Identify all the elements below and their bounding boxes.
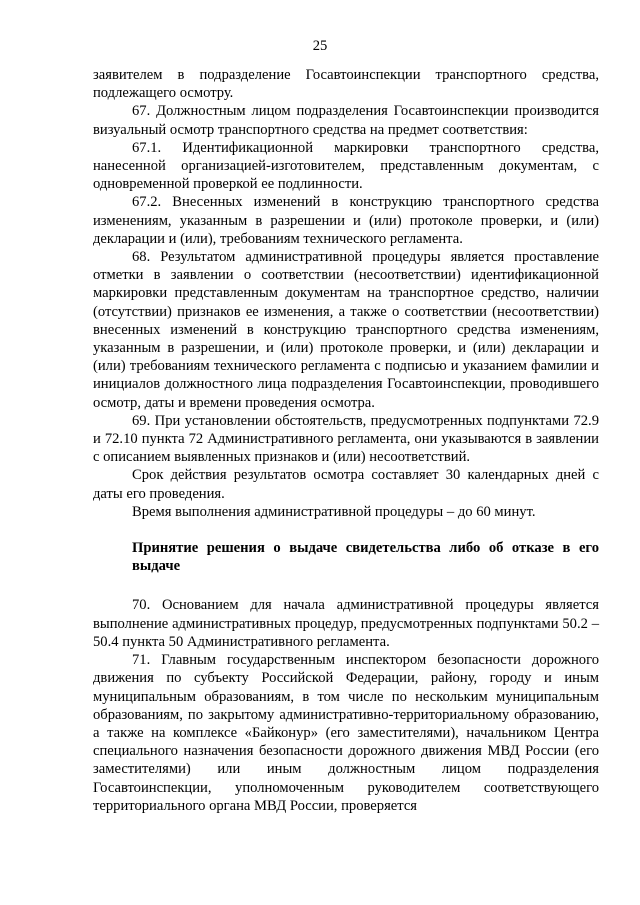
paragraph-inspection-term: Срок действия результатов осмотра составляет 30 календарных дней с даты его проведения. (93, 467, 599, 502)
section-heading-block (93, 539, 599, 575)
page-number: 25 (312, 38, 328, 54)
paragraph-68: 68. Результатом административной процедуры является проставление отметки в заявлении о соответствии (несоответствии) идентификационной маркировки представленным документам на транспортное средство, наличии (отсутствии) признаков ее изменения, а также о соответствии (несоответствии) внесенных изменений в конструкцию транспортного средства изменениям, указанным в разрешении, и (или) протоколе проверки, и (или) декларации и (или) требованиям технического регламента с подписью и указанием фамилии и инициалов должностного лица подразделения Госавтоинспекции, проводившего осмотр, даты и времени проведения осмотра. (93, 249, 599, 411)
paragraph-procedure-time: Время выполнения административной процедуры – до 60 минут. (132, 503, 536, 520)
paragraph-67-1: 67.1. Идентификационной маркировки транспортного средства, нанесенной организацией-изготовителем, представленным документам, с одновременной проверкой ее подлинности. (93, 139, 599, 193)
paragraph-70: 70. Основанием для начала административной процедуры является выполнение административных процедур, предусмотренных подпунктами 50.2 – 50.4 пункта 50 Административного регламента. (93, 597, 599, 650)
paragraph-continuation: заявителем в подразделение Госавтоинспекции транспортного средства, подлежащего осмотру. (93, 67, 599, 102)
document-body (93, 66, 599, 815)
paragraph-69: 69. При установлении обстоятельств, предусмотренных подпунктами 72.9 и 72.10 пункта 72 Административного регламента, они указываются в заявлении с описанием выявленных признаков и (или) несоответствий. (93, 412, 599, 466)
paragraph-67: 67. Должностным лицом подразделения Госавтоинспекции производится визуальный осмотр транспортного средства на предмет соответствия: (93, 103, 599, 138)
paragraph-67-2: 67.2. Внесенных изменений в конструкцию транспортного средства изменениям, указанным в разрешении и (или) протоколе проверки, и (или) декларации и (или), требованиям технического регламента. (93, 194, 599, 247)
section-heading: Принятие решения о выдаче свидетельства либо об отказе в его выдаче (132, 540, 599, 575)
paragraph-71: 71. Главным государственным инспектором безопасности дорожного движения по субъекту Российской Федерации, району, городу и иным муниципальным образованиям, в том числе по нескольким муниципальным образованиям, по закрытому административно-территориальному образованию, а также на комплексе «Байконур» (его заместителями), начальником Центра специального назначения безопасности дорожного движения МВД России (его заместителями) или иным должностным лицом подразделения Госавтоинспекции, уполномоченным руководителем соответствующего территориального органа МВД России, проверяется (93, 652, 599, 814)
